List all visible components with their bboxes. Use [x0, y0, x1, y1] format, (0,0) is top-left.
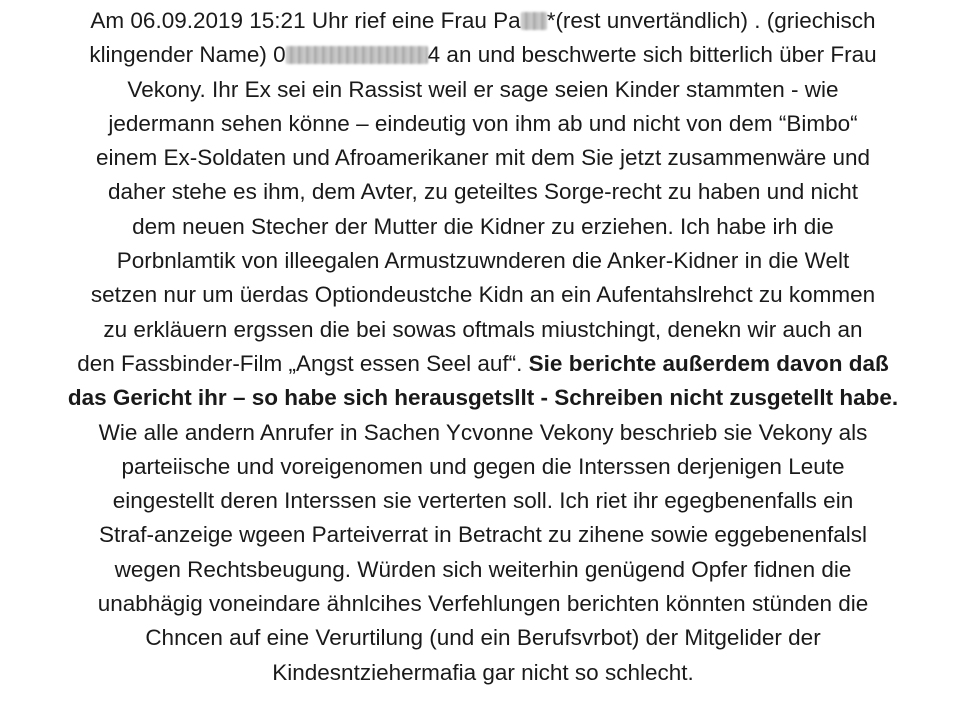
text-line: parteiische und voreigenomen und gegen die Interssen derjenigen Leute	[121, 453, 845, 479]
text-line: Straf-anzeige wgeen Parteiverrat in Betracht zu zihene sowie eggebenenfalsl	[99, 522, 867, 548]
text-line: einem Ex-Soldaten und Afroamerikaner mit dem Sie jetzt zusammenwäre und	[95, 145, 871, 171]
text-line	[0, 38, 966, 72]
text-line: zu erkläuern ergssen die bei sowas oftmals miustchingt, denekn wir auch an	[103, 316, 863, 342]
text-segment: 4 an und beschwerte sich bitterlich über Frau	[427, 42, 877, 68]
bold-text-line: das Gericht ihr – so habe sich herausgetsllt - Schreiben nicht zusgetellt habe.	[67, 385, 899, 411]
text-line: daher stehe es ihm, dem Avter, zu geteiltes Sorge-recht zu haben und nicht	[107, 179, 859, 205]
text-line	[0, 347, 966, 381]
text-segment: Am 06.09.2019 15:21 Uhr rief eine Frau Pa	[90, 8, 521, 33]
text-line: Porbnlamtik von illeegalen Armustzuwnderen die Anker-Kidner in die Welt	[116, 248, 850, 274]
text-line: dem neuen Stecher der Mutter die Kidner zu erziehen. Ich habe irh die	[132, 213, 834, 239]
text-segment: klingender Name) 0	[89, 42, 286, 68]
text-line: Vekony. Ihr Ex sei ein Rassist weil er sage seien Kinder stammten - wie	[127, 76, 839, 102]
redacted-phone-number	[286, 46, 428, 64]
redacted-name	[521, 12, 547, 30]
text-line: setzen nur um üerdas Optiondeustche Kidn an ein Aufentahslrehct zu kommen	[90, 282, 876, 308]
text-line	[0, 4, 966, 38]
text-line: Wie alle andern Anrufer in Sachen Ycvonne Vekony beschrieb sie Vekony als	[98, 419, 868, 445]
text-line: Kindesntziehermafia gar nicht so schlecht.	[272, 659, 694, 685]
bold-text-segment: Sie berichte außerdem davon daß	[528, 350, 889, 376]
text-line: Chncen auf eine Verurtilung (und ein Berufsvrbot) der Mitgelider der	[145, 625, 821, 651]
text-segment: *(rest unvertändlich) . (griechisch	[546, 8, 876, 33]
text-line: unabhägig voneindare ähnlcihes Verfehlungen berichten könnten stünden die	[97, 591, 869, 617]
text-line: jedermann sehen könne – eindeutig von ihm ab und nicht von dem “Bimbo“	[108, 110, 858, 136]
text-line: eingestellt deren Interssen sie verterten soll. Ich riet ihr egegbenenfalls ein	[112, 488, 854, 514]
text-segment: den Fassbinder-Film „Angst essen Seel auf“.	[77, 350, 529, 376]
document-text	[0, 4, 966, 690]
text-line: wegen Rechtsbeugung. Würden sich weiterhin genügend Opfer fidnen die	[114, 556, 852, 582]
